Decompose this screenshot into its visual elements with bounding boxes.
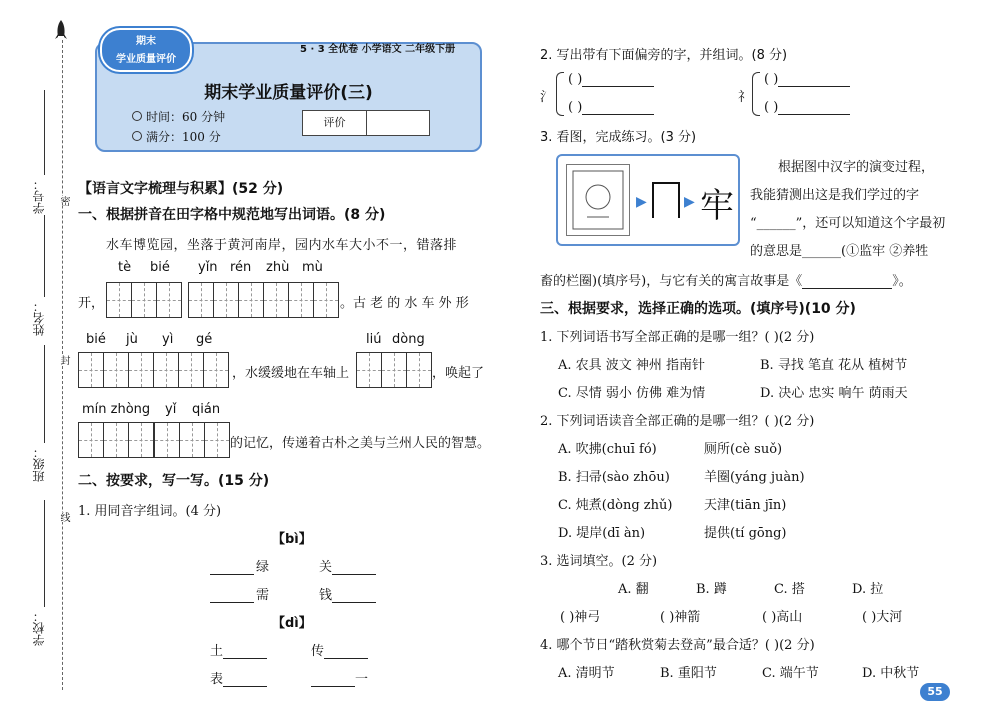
q23-line-1: 根据图中汉字的演变过程， bbox=[778, 160, 935, 175]
py-ge: gé bbox=[196, 332, 213, 347]
grid-biejuyige[interactable] bbox=[78, 352, 228, 388]
page-number: 55 bbox=[920, 683, 950, 701]
bronze-glyph bbox=[652, 182, 680, 218]
water-blank-1[interactable]: ( ) bbox=[568, 72, 654, 87]
grid-cell[interactable] bbox=[406, 352, 432, 388]
brace-left bbox=[556, 72, 564, 116]
fable-blank[interactable] bbox=[802, 275, 892, 289]
di-label: 【dì】 bbox=[272, 616, 312, 631]
q3-4-option-c[interactable]: C. 端午节 bbox=[762, 666, 819, 681]
py-bie: bié bbox=[150, 260, 170, 275]
py-ju: jù bbox=[126, 332, 138, 347]
name-label: 姓名： bbox=[32, 300, 46, 336]
q3-3-option-d[interactable]: D. 拉 bbox=[852, 582, 884, 597]
answer-blank[interactable] bbox=[210, 589, 254, 603]
score-icon bbox=[132, 131, 142, 141]
q3-2-option-b1[interactable]: B. 扫帚(sào zhōu) bbox=[558, 470, 670, 485]
q3-title: 三、根据要求，选择正确的选项。(填序号)(10 分) bbox=[540, 301, 856, 317]
seal-glyph: 牢 bbox=[700, 186, 734, 226]
py-liu: liú bbox=[366, 332, 382, 347]
q3-3-blank-4[interactable]: ( )大河 bbox=[862, 610, 903, 625]
bi-row-2: 需 钱 bbox=[210, 584, 376, 603]
py-minzhong: mín zhòng bbox=[82, 402, 151, 417]
grid-cell[interactable] bbox=[154, 422, 180, 458]
q2-title: 二、按要求，写一写。(15 分) bbox=[78, 473, 270, 489]
py-dong: dòng bbox=[392, 332, 425, 347]
py-yin: yǐn bbox=[198, 260, 218, 275]
arrow-icon: ▶ bbox=[636, 194, 647, 210]
q3-2-option-d2: 提供(tí gōng) bbox=[704, 526, 787, 541]
q3-4-title: 4. 哪个节日“踏秋赏菊去登高”最合适？( )(2 分) bbox=[540, 638, 815, 653]
grid-cell[interactable] bbox=[188, 282, 214, 318]
q3-2-option-a2: 厕所(cè suǒ) bbox=[704, 442, 783, 457]
grid-cell[interactable] bbox=[103, 352, 129, 388]
exam-badge: 期末 学业质量评价 bbox=[100, 28, 192, 72]
py-yi: yì bbox=[162, 332, 174, 347]
q23-line-5: 畜的栏圈)(填序号)，与它有关的寓言故事是《 》。 bbox=[540, 274, 912, 289]
q1-para-3-mid: ，水缓缓地在车轴上 bbox=[232, 366, 350, 381]
oracle-image bbox=[566, 164, 630, 236]
answer-blank[interactable] bbox=[332, 589, 376, 603]
q2-2-title: 2. 写出带有下面偏旁的字，并组词。(8 分) bbox=[540, 48, 788, 63]
py-yi2: yǐ bbox=[165, 402, 177, 417]
di-row-1: 土 传 bbox=[210, 640, 368, 659]
py-bie2: bié bbox=[86, 332, 106, 347]
q3-1-option-a[interactable]: A. 农具 波文 神州 指南针 bbox=[558, 358, 706, 373]
q23-line-3: “______”，还可以知道这个字最初 bbox=[750, 216, 946, 231]
q3-3-option-b[interactable]: B. 蹲 bbox=[696, 582, 727, 597]
radical-water: 氵 bbox=[540, 90, 554, 105]
grid-cell[interactable] bbox=[106, 282, 132, 318]
q3-3-option-a[interactable]: A. 翻 bbox=[618, 582, 649, 597]
grid-cell[interactable] bbox=[204, 422, 230, 458]
grid-cell[interactable] bbox=[153, 352, 179, 388]
answer-blank[interactable] bbox=[223, 645, 267, 659]
grid-minzhongyiqian[interactable] bbox=[78, 422, 153, 458]
spirit-blank-1[interactable]: ( ) bbox=[764, 72, 850, 87]
grid-cell[interactable] bbox=[178, 352, 204, 388]
seal-mark-1: 密 bbox=[58, 196, 69, 206]
q3-2-option-d1[interactable]: D. 堤岸(dī àn) bbox=[558, 526, 646, 541]
grid-cell[interactable] bbox=[213, 282, 239, 318]
q3-3-blank-2[interactable]: ( )神箭 bbox=[660, 610, 701, 625]
q1-para-1: 水车博览园，坐落于黄河南岸，园内水车大小不一，错落排 bbox=[106, 238, 458, 253]
grid-cell[interactable] bbox=[288, 282, 314, 318]
grid-cell[interactable] bbox=[78, 352, 104, 388]
py-te: tè bbox=[118, 260, 132, 275]
brace-right bbox=[752, 72, 760, 116]
py-ren: rén bbox=[230, 260, 252, 275]
seal-mark-2: 封 bbox=[58, 355, 69, 365]
grid-cell[interactable] bbox=[238, 282, 264, 318]
evolution-image bbox=[556, 154, 740, 246]
water-blank-2[interactable]: ( ) bbox=[568, 100, 654, 115]
student-no-blank[interactable] bbox=[44, 90, 45, 175]
py-qian: qián bbox=[192, 402, 221, 417]
q3-2-option-c1[interactable]: C. 炖煮(dòng zhǔ) bbox=[558, 498, 673, 513]
q3-4-option-d[interactable]: D. 中秋节 bbox=[862, 666, 920, 681]
radical-spirit: 礻 bbox=[738, 90, 752, 105]
q23-line-4: 的意思是______(①监牢 ②养牲 bbox=[750, 244, 929, 259]
eval-box[interactable] bbox=[302, 110, 430, 136]
grid-cell[interactable] bbox=[356, 352, 382, 388]
grid-liudong[interactable] bbox=[356, 352, 431, 388]
grid-cell[interactable] bbox=[128, 422, 154, 458]
grid-cell[interactable] bbox=[313, 282, 339, 318]
q1-title: 一、根据拼音在田字格中规范地写出词语。(8 分) bbox=[78, 207, 386, 223]
grid-cell[interactable] bbox=[203, 352, 229, 388]
q3-2-title: 2. 下列词语读音全部正确的是哪一组？( )(2 分) bbox=[540, 414, 815, 429]
py-mu: mù bbox=[302, 260, 323, 275]
line-mark: 线 bbox=[58, 512, 69, 522]
binding-dashed-line bbox=[62, 40, 63, 690]
q3-3-blank-3[interactable]: ( )高山 bbox=[762, 610, 803, 625]
q3-1-option-d[interactable]: D. 决心 忠实 响午 荫雨天 bbox=[760, 386, 908, 401]
q2-3-title: 3. 看图，完成练习。(3 分) bbox=[540, 130, 697, 145]
time-info: 时间：60 分钟 bbox=[132, 108, 225, 125]
class-label: 班级： bbox=[32, 446, 46, 482]
q3-2-option-b2: 羊圈(yáng juàn) bbox=[704, 470, 805, 485]
q1-para-2-end: 。古 老 的 水 车 外 形 bbox=[340, 296, 469, 311]
answer-blank[interactable] bbox=[324, 645, 368, 659]
eval-label: 评价 bbox=[303, 111, 367, 135]
q3-1-option-c[interactable]: C. 尽情 弱小 仿佛 难为情 bbox=[558, 386, 706, 401]
py-zhu: zhù bbox=[266, 260, 290, 275]
grid-cell[interactable] bbox=[131, 282, 157, 318]
school-blank[interactable] bbox=[44, 500, 45, 607]
grid-yiqian[interactable] bbox=[154, 422, 229, 458]
grid-cell[interactable] bbox=[263, 282, 289, 318]
grid-tebie[interactable] bbox=[106, 282, 181, 318]
q3-3-title: 3. 选词填空。(2 分) bbox=[540, 554, 658, 569]
section-title: 【语言文字梳理与积累】(52 分) bbox=[78, 181, 284, 197]
q3-1-title: 1. 下列词语书写全部正确的是哪一组？( )(2 分) bbox=[540, 330, 815, 345]
grid-cell[interactable] bbox=[103, 422, 129, 458]
q3-2-option-c2: 天津(tiān jīn) bbox=[704, 498, 787, 513]
q1-para-4-end: 的记忆，传递着古朴之美与兰州人民的智慧。 bbox=[230, 436, 491, 451]
school-label: 学校： bbox=[32, 610, 46, 646]
arrow-icon: ▶ bbox=[684, 194, 695, 210]
class-blank[interactable] bbox=[44, 345, 45, 443]
q23-line-2: 我能猜测出这是我们学过的字 bbox=[750, 188, 920, 203]
di-row-2: 表 一 bbox=[210, 672, 369, 687]
answer-blank[interactable] bbox=[210, 561, 254, 575]
series-info: 5 · 3 全优卷 小学语文 二年级下册 bbox=[300, 44, 456, 55]
answer-blank[interactable] bbox=[332, 561, 376, 575]
page-title: 期末学业质量评价(三) bbox=[204, 83, 373, 103]
q3-3-option-c[interactable]: C. 搭 bbox=[774, 582, 805, 597]
rocket-icon bbox=[54, 20, 68, 42]
grid-cell[interactable] bbox=[128, 352, 154, 388]
q3-4-option-a[interactable]: A. 清明节 bbox=[558, 666, 615, 681]
q3-1-option-b[interactable]: B. 寻找 笔直 花从 植树节 bbox=[760, 358, 908, 373]
name-blank[interactable] bbox=[44, 215, 45, 297]
grid-cell[interactable] bbox=[156, 282, 182, 318]
answer-blank[interactable] bbox=[311, 673, 355, 687]
grid-cell[interactable] bbox=[179, 422, 205, 458]
spirit-blank-2[interactable]: ( ) bbox=[764, 100, 850, 115]
student-no-label: 学号： bbox=[32, 178, 46, 214]
answer-blank[interactable] bbox=[223, 673, 267, 687]
clock-icon bbox=[132, 111, 142, 121]
q2-1-title: 1. 用同音字组词。(4 分) bbox=[78, 504, 222, 519]
q1-para-2-start: 开， bbox=[78, 296, 105, 311]
grid-cell[interactable] bbox=[78, 422, 104, 458]
q3-3-blank-1[interactable]: ( )神弓 bbox=[560, 610, 601, 625]
q1-para-3-end: ，唤起了 bbox=[432, 366, 485, 381]
bi-row-1: 绿 关 bbox=[210, 556, 376, 575]
score-info: 满分：100 分 bbox=[132, 128, 221, 145]
grid-cell[interactable] bbox=[381, 352, 407, 388]
q3-4-option-b[interactable]: B. 重阳节 bbox=[660, 666, 717, 681]
q3-2-option-a1[interactable]: A. 吹拂(chuī fó) bbox=[558, 442, 657, 457]
grid-yinrenzhumu[interactable] bbox=[188, 282, 338, 318]
bi-label: 【bì】 bbox=[272, 532, 312, 547]
